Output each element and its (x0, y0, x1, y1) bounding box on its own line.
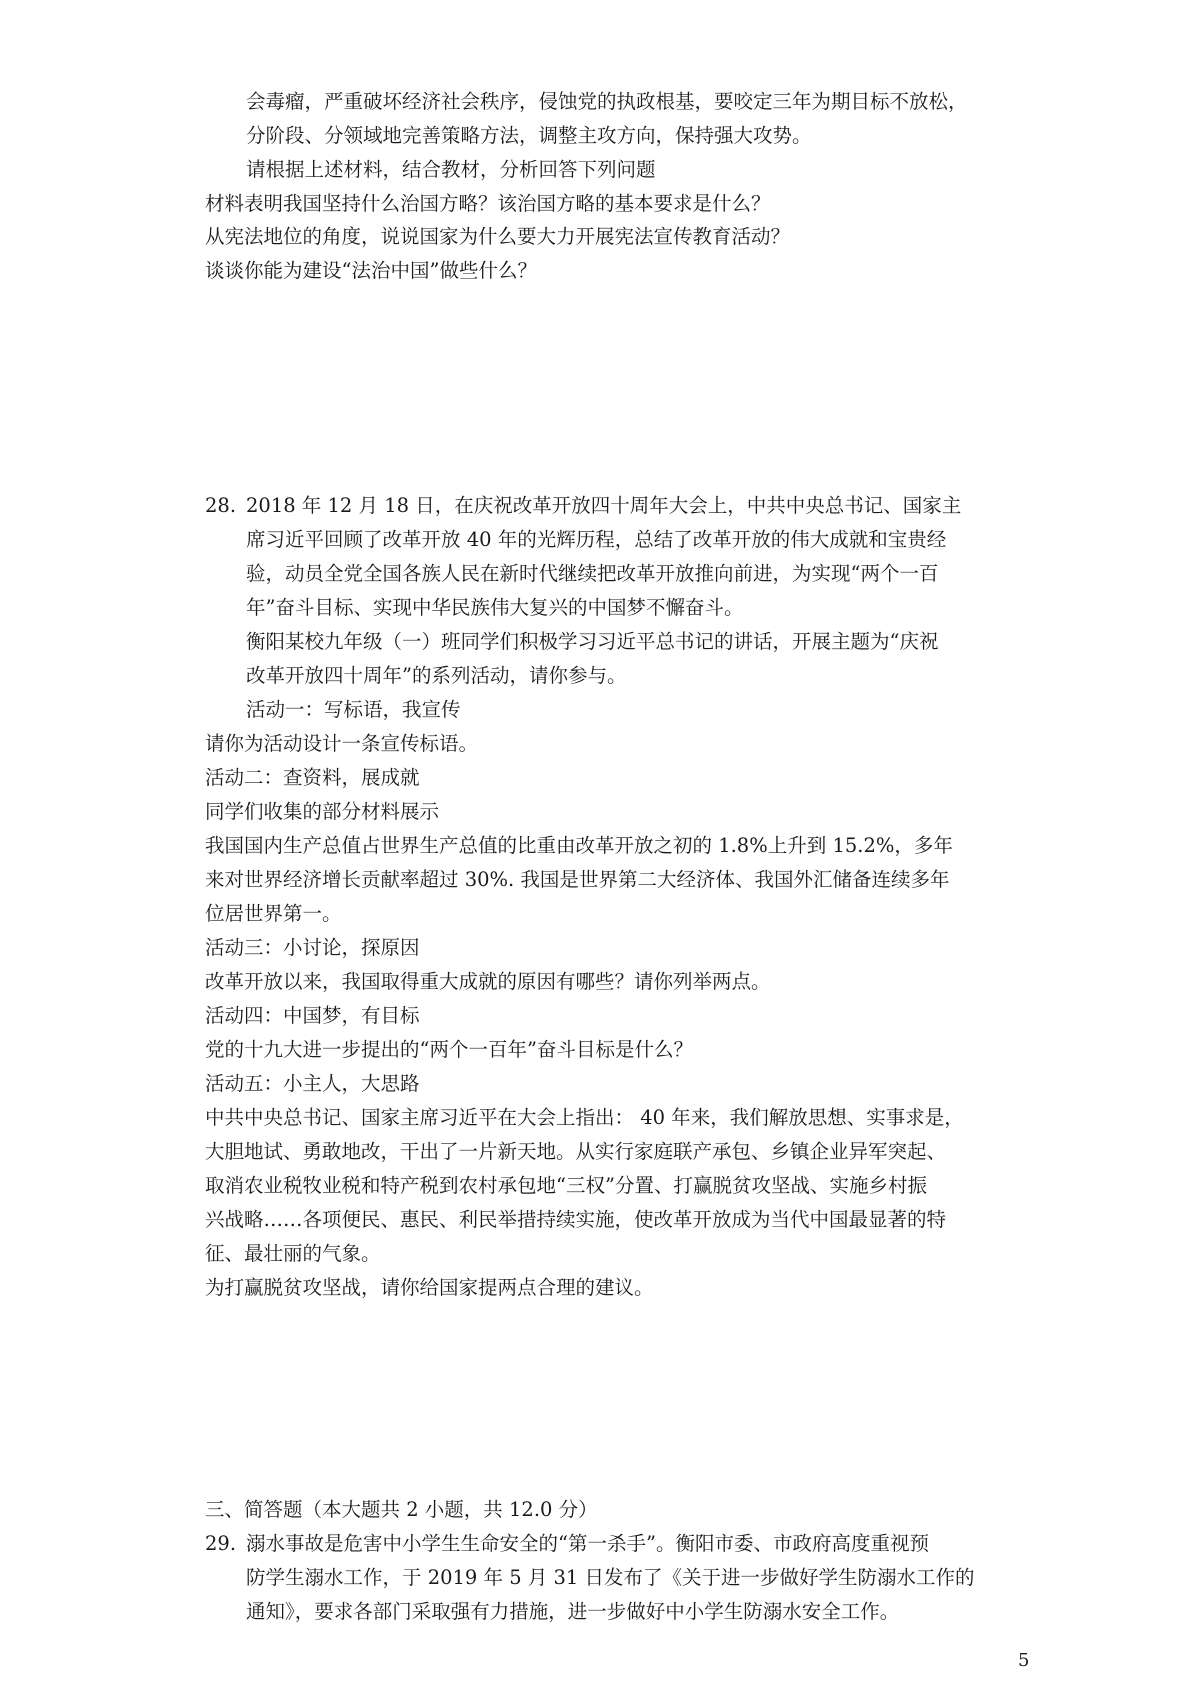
activity-heading: 活动三：小讨论，探原因 (205, 936, 420, 959)
text-line: 衡阳某校九年级（一）班同学们积极学习习近平总书记的讲话，开展主题为“庆祝 (246, 630, 939, 653)
text-line: 请你为活动设计一条宣传标语。 (205, 732, 479, 755)
text-line: 党的十九大进一步提出的“两个一百年”奋斗目标是什么？ (205, 1038, 693, 1061)
question-number: 29. (205, 1532, 237, 1555)
text-line: 为打赢脱贫攻坚战，请你给国家提两点合理的建议。 (205, 1276, 654, 1299)
text-line: 大胆地试、勇敢地改，干出了一片新天地。从实行家庭联产承包、乡镇企业异军突起、 (205, 1140, 947, 1163)
question-line: 从宪法地位的角度，说说国家为什么要大力开展宪法宣传教育活动？ (205, 225, 791, 248)
text-line: 席习近平回顾了改革开放 40 年的光辉历程，总结了改革开放的伟大成就和宝贵经 (246, 528, 947, 551)
section-heading: 三、简答题（本大题共 2 小题，共 12.0 分） (205, 1498, 598, 1521)
text-line: 中共中央总书记、国家主席习近平在大会上指出： 40 年来，我们解放思想、实事求是， (205, 1106, 964, 1129)
text-line: 取消农业税牧业税和特产税到农村承包地“三权”分置、打赢脱贫攻坚战、实施乡村振 (205, 1174, 927, 1197)
text-line: 溺水事故是危害中小学生生命安全的“第一杀手”。衡阳市委、市政府高度重视预 (246, 1532, 929, 1555)
text-line: 请根据上述材料，结合教材，分析回答下列问题 (246, 158, 656, 181)
text-line: 征、最壮丽的气象。 (205, 1242, 381, 1265)
text-line: 分阶段、分领域地完善策略方法，调整主攻方向，保持强大攻势。 (246, 124, 812, 147)
question-line: 谈谈你能为建设“法治中国”做些什么？ (205, 259, 537, 282)
page-number: 5 (1018, 1650, 1030, 1671)
activity-heading: 活动二：查资料，展成就 (205, 766, 420, 789)
question-number: 28. (205, 494, 237, 517)
text-line: 2018 年 12 月 18 日，在庆祝改革开放四十周年大会上，中共中央总书记、国家主 (246, 494, 962, 517)
text-line: 会毒瘤，严重破坏经济社会秩序，侵蚀党的执政根基，要咬定三年为期目标不放松， (246, 90, 968, 113)
activity-heading: 活动四：中国梦，有目标 (205, 1004, 420, 1027)
text-line: 通知》，要求各部门采取强有力措施，进一步做好中小学生防溺水安全工作。 (246, 1600, 900, 1623)
text-line: 验，动员全党全国各族人民在新时代继续把改革开放推向前进，为实现“两个一百 (246, 562, 939, 585)
question-line: 材料表明我国坚持什么治国方略？该治国方略的基本要求是什么？ (205, 192, 771, 215)
activity-heading: 活动一：写标语，我宣传 (246, 698, 461, 721)
text-line: 年”奋斗目标、实现中华民族伟大复兴的中国梦不懈奋斗。 (246, 596, 744, 619)
text-line: 同学们收集的部分材料展示 (205, 800, 440, 823)
text-line: 改革开放以来，我国取得重大成就的原因有哪些？请你列举两点。 (205, 970, 771, 993)
text-line: 防学生溺水工作，于 2019 年 5 月 31 日发布了《关于进一步做好学生防溺水工作的 (246, 1566, 975, 1589)
activity-heading: 活动五：小主人，大思路 (205, 1072, 420, 1095)
text-line: 改革开放四十周年”的系列活动，请你参与。 (246, 664, 627, 687)
text-line: 兴战略……各项便民、惠民、利民举措持续实施，使改革开放成为当代中国最显著的特 (205, 1208, 947, 1231)
text-line: 位居世界第一。 (205, 902, 342, 925)
text-line: 来对世界经济增长贡献率超过 30%. 我国是世界第二大经济体、我国外汇储备连续多年 (205, 868, 950, 891)
text-line: 我国国内生产总值占世界生产总值的比重由改革开放之初的 1.8%上升到 15.2%，多年 (205, 834, 953, 857)
